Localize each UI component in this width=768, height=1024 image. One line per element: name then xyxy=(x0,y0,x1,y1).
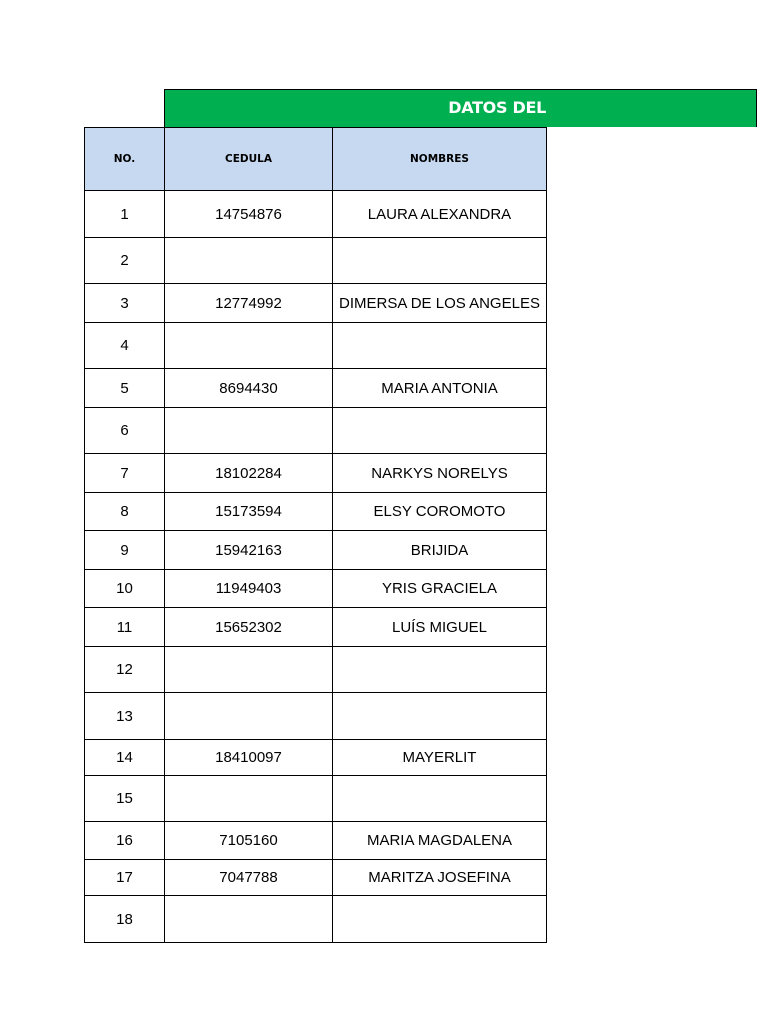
column-header-cedula: CEDULA xyxy=(165,128,333,191)
cell-nombres: MARIA MAGDALENA xyxy=(333,822,547,860)
cell-cedula xyxy=(165,896,333,943)
table-row xyxy=(85,740,547,776)
cell-nombres: MARITZA JOSEFINA xyxy=(333,860,547,896)
cell-no: 2 xyxy=(85,238,165,284)
cell-nombres xyxy=(333,896,547,943)
table-row xyxy=(85,608,547,647)
cell-no: 5 xyxy=(85,369,165,408)
cell-nombres: BRIJIDA xyxy=(333,531,547,570)
table-row xyxy=(85,896,547,943)
cell-cedula: 18102284 xyxy=(165,454,333,493)
table-row xyxy=(85,860,547,896)
cell-nombres: MAYERLIT xyxy=(333,740,547,776)
cell-nombres: LUÍS MIGUEL xyxy=(333,608,547,647)
cell-cedula xyxy=(165,647,333,693)
cell-no: 17 xyxy=(85,860,165,896)
cell-no: 6 xyxy=(85,408,165,454)
table-row xyxy=(85,570,547,608)
cell-nombres xyxy=(333,776,547,822)
table-row xyxy=(85,531,547,570)
table-row xyxy=(85,369,547,408)
cell-no: 4 xyxy=(85,323,165,369)
table-row xyxy=(85,822,547,860)
cell-no: 3 xyxy=(85,284,165,323)
cell-cedula: 14754876 xyxy=(165,191,333,238)
cell-no: 13 xyxy=(85,693,165,740)
cell-no: 18 xyxy=(85,896,165,943)
table-row xyxy=(85,493,547,531)
cell-nombres xyxy=(333,647,547,693)
data-table xyxy=(84,127,547,943)
table-row xyxy=(85,647,547,693)
cell-no: 15 xyxy=(85,776,165,822)
sheet-title: DATOS DEL xyxy=(448,98,546,117)
cell-no: 11 xyxy=(85,608,165,647)
cell-nombres: DIMERSA DE LOS ANGELES xyxy=(333,284,547,323)
cell-cedula: 15942163 xyxy=(165,531,333,570)
cell-no: 10 xyxy=(85,570,165,608)
cell-no: 14 xyxy=(85,740,165,776)
cell-cedula: 15652302 xyxy=(165,608,333,647)
cell-no: 8 xyxy=(85,493,165,531)
cell-no: 12 xyxy=(85,647,165,693)
cell-cedula: 7047788 xyxy=(165,860,333,896)
cell-cedula: 11949403 xyxy=(165,570,333,608)
cell-no: 1 xyxy=(85,191,165,238)
table-row xyxy=(85,454,547,493)
cell-cedula xyxy=(165,776,333,822)
table-row xyxy=(85,323,547,369)
table-row xyxy=(85,693,547,740)
column-header-no: NO. xyxy=(85,128,165,191)
cell-cedula: 12774992 xyxy=(165,284,333,323)
cell-nombres xyxy=(333,408,547,454)
cell-nombres: LAURA ALEXANDRA xyxy=(333,191,547,238)
column-header-nombres: NOMBRES xyxy=(333,128,547,191)
table-row xyxy=(85,284,547,323)
table-row xyxy=(85,776,547,822)
header-row xyxy=(85,128,547,191)
cell-nombres: YRIS GRACIELA xyxy=(333,570,547,608)
cell-cedula xyxy=(165,238,333,284)
table-row xyxy=(85,238,547,284)
table-row xyxy=(85,408,547,454)
cell-nombres xyxy=(333,693,547,740)
cell-nombres xyxy=(333,238,547,284)
cell-nombres: NARKYS NORELYS xyxy=(333,454,547,493)
cell-no: 16 xyxy=(85,822,165,860)
cell-cedula xyxy=(165,323,333,369)
cell-no: 7 xyxy=(85,454,165,493)
cell-cedula: 8694430 xyxy=(165,369,333,408)
cell-nombres: MARIA ANTONIA xyxy=(333,369,547,408)
cell-cedula xyxy=(165,693,333,740)
cell-cedula: 18410097 xyxy=(165,740,333,776)
cell-nombres xyxy=(333,323,547,369)
cell-nombres: ELSY COROMOTO xyxy=(333,493,547,531)
cell-cedula: 15173594 xyxy=(165,493,333,531)
cell-cedula xyxy=(165,408,333,454)
table-row xyxy=(85,191,547,238)
cell-cedula: 7105160 xyxy=(165,822,333,860)
cell-no: 9 xyxy=(85,531,165,570)
